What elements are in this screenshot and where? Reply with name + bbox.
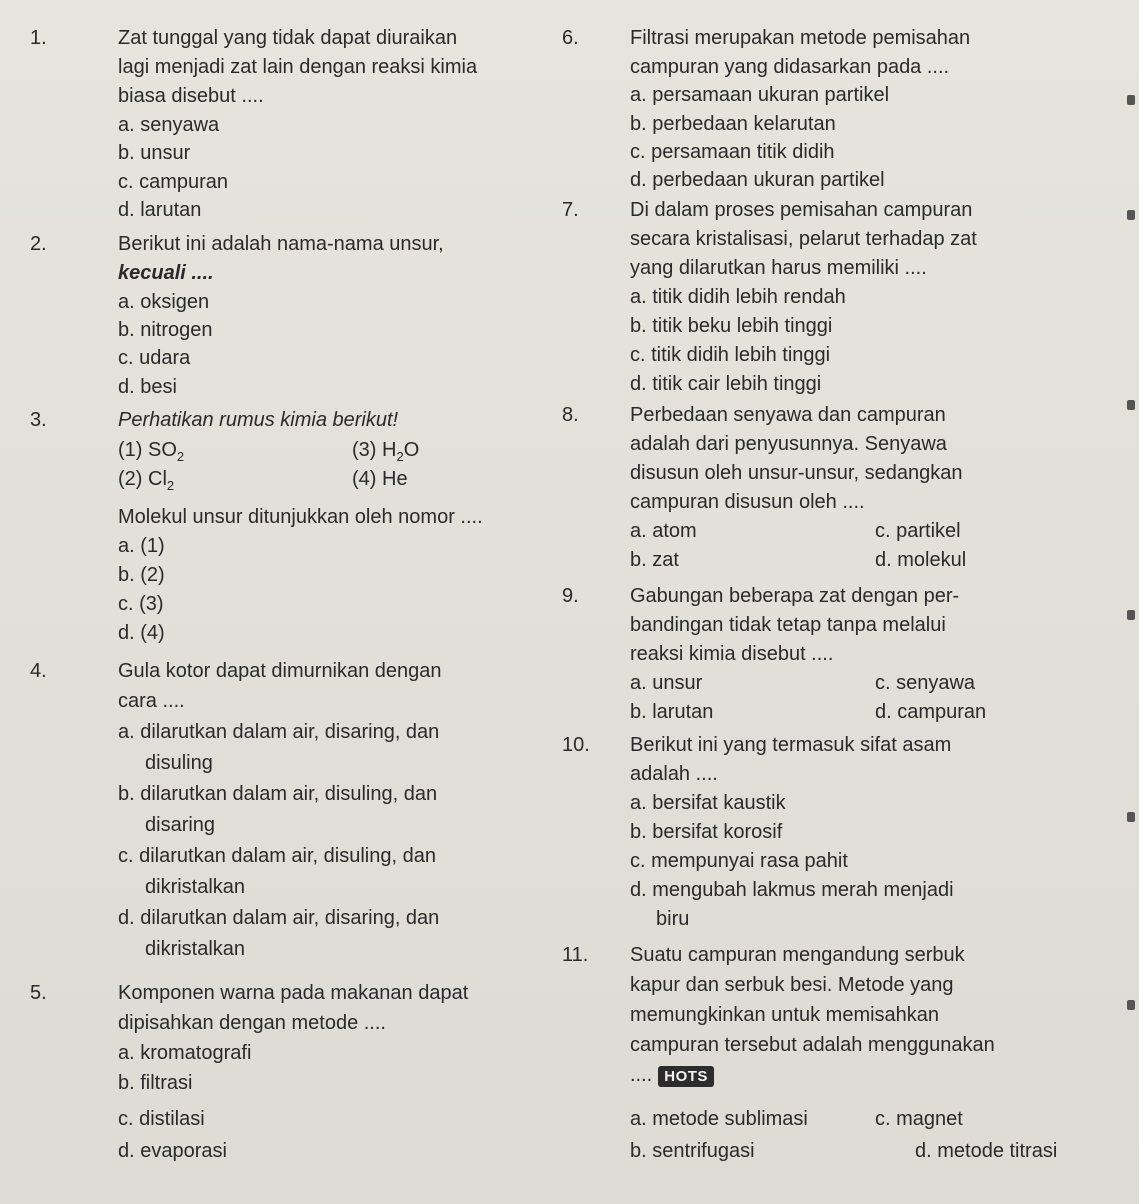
q11-line: .... HOTS [630,1064,714,1087]
q11-line: memungkinkan untuk memisahkan [630,1004,940,1026]
binding-dot [1127,610,1135,620]
q6-option-c[interactable]: c. persamaan titik didih [630,141,835,163]
q5-line: dipisahkan dengan metode .... [118,1012,386,1034]
q10-option-d[interactable]: d. mengubah lakmus merah menjadi [630,879,954,901]
q4-option-b-cont: disaring [145,814,216,836]
q10-option-b[interactable]: b. bersifat korosif [630,821,783,843]
q5-number: 5. [30,982,47,1004]
q10-option-a[interactable]: a. bersifat kaustik [630,792,786,814]
q3-question: Molekul unsur ditunjukkan oleh nomor .... [118,506,483,528]
q1-line: Zat tunggal yang tidak dapat diuraikan [118,27,458,49]
q9-option-c[interactable]: c. senyawa [875,672,976,694]
q6-number: 6. [562,27,579,49]
q2-option-b[interactable]: b. nitrogen [118,319,213,341]
q11-option-d[interactable]: d. metode titrasi [915,1140,1058,1162]
q1-option-c[interactable]: c. campuran [118,171,229,193]
q2-line: Berikut ini adalah nama-nama unsur, [118,233,444,255]
q5-option-a[interactable]: a. kromatografi [118,1042,252,1064]
q7-number: 7. [562,199,579,221]
q8-option-b[interactable]: b. zat [630,549,679,571]
q8-option-d[interactable]: d. molekul [875,549,967,571]
q11-number: 11. [562,944,589,966]
q4-line: cara .... [118,690,185,712]
q8-number: 8. [562,404,579,426]
q10-line: Berikut ini yang termasuk sifat asam [630,734,952,756]
q1-number: 1. [30,27,47,49]
q3-option-b[interactable]: b. (2) [118,564,165,586]
q11-option-c[interactable]: c. magnet [875,1108,963,1130]
q11-line: kapur dan serbuk besi. Metode yang [630,974,954,996]
q9-number: 9. [562,585,579,607]
q4-line: Gula kotor dapat dimurnikan dengan [118,660,442,682]
q8-option-a[interactable]: a. atom [630,520,697,542]
q7-option-a[interactable]: a. titik didih lebih rendah [630,286,846,308]
q9-option-a[interactable]: a. unsur [630,672,703,694]
binding-dot [1127,210,1135,220]
q6-option-b[interactable]: b. perbedaan kelarutan [630,113,836,135]
q3-option-d[interactable]: d. (4) [118,622,165,644]
q3-formula-2: (2) $Cl_2$ [118,468,175,493]
q3-formula-3: (3) $H_2O$ [352,439,420,464]
q1-option-a[interactable]: a. senyawa [118,114,220,136]
q9-line: bandingan tidak tetap tanpa melalui [630,614,946,636]
q3-option-a[interactable]: a. (1) [118,535,165,557]
q11-line: campuran tersebut adalah menggunakan [630,1034,995,1056]
q1-option-b[interactable]: b. unsur [118,142,191,164]
q11-option-b[interactable]: b. sentrifugasi [630,1140,755,1162]
q10-line: adalah .... [630,763,718,785]
q4-option-c[interactable]: c. dilarutkan dalam air, disuling, dan [118,845,436,867]
q2-line: kecuali .... [118,262,214,284]
q5-option-c[interactable]: c. distilasi [118,1108,205,1130]
q11-line: Suatu campuran mengandung serbuk [630,944,965,966]
q3-formula-1: (1) $SO_2$ [118,439,185,464]
q2-number: 2. [30,233,47,255]
q10-option-d-cont: biru [656,908,690,930]
q7-option-b[interactable]: b. titik beku lebih tinggi [630,315,833,337]
q7-line: secara kristalisasi, pelarut terhadap zat [630,228,977,250]
q4-option-d-cont: dikristalkan [145,938,246,960]
q11-option-a[interactable]: a. metode sublimasi [630,1108,808,1130]
hots-badge: HOTS [658,1066,714,1087]
q8-line: campuran disusun oleh .... [630,491,865,513]
q4-option-b[interactable]: b. dilarutkan dalam air, disuling, dan [118,783,438,805]
q2-option-c[interactable]: c. udara [118,347,191,369]
q5-option-b[interactable]: b. filtrasi [118,1072,193,1094]
q4-option-d[interactable]: d. dilarutkan dalam air, disaring, dan [118,907,440,929]
q3-option-c[interactable]: c. (3) [118,593,164,615]
q4-option-a-cont: disuling [145,752,213,774]
q3-formula-4: (4) He [352,468,408,490]
q1-line: biasa disebut .... [118,85,264,107]
q10-option-c[interactable]: c. mempunyai rasa pahit [630,850,848,872]
q6-option-d[interactable]: d. perbedaan ukuran partikel [630,169,885,191]
q1-line: lagi menjadi zat lain dengan reaksi kimia [118,56,478,78]
q10-number: 10. [562,734,590,756]
q8-line: Perbedaan senyawa dan campuran [630,404,946,426]
q7-option-c[interactable]: c. titik didih lebih tinggi [630,344,831,366]
q4-option-c-cont: dikristalkan [145,876,246,898]
q8-line: adalah dari penyusunnya. Senyawa [630,433,947,455]
q8-option-c[interactable]: c. partikel [875,520,961,542]
q9-line: reaksi kimia disebut .... [630,643,834,665]
q8-line: disusun oleh unsur-unsur, sedangkan [630,462,963,484]
binding-dot [1127,812,1135,822]
q9-option-b[interactable]: b. larutan [630,701,714,723]
q7-line: Di dalam proses pemisahan campuran [630,199,973,221]
binding-dot [1127,1000,1135,1010]
q6-line: campuran yang didasarkan pada .... [630,56,950,78]
q5-option-d[interactable]: d. evaporasi [118,1140,227,1162]
q6-option-a[interactable]: a. persamaan ukuran partikel [630,84,890,106]
q3-number: 3. [30,409,47,431]
q3-title: Perhatikan rumus kimia berikut! [118,409,399,431]
q9-line: Gabungan beberapa zat dengan per- [630,585,960,607]
q2-option-d[interactable]: d. besi [118,376,177,398]
q4-number: 4. [30,660,47,682]
q2-option-a[interactable]: a. oksigen [118,291,210,313]
q7-line: yang dilarutkan harus memiliki .... [630,257,927,279]
q6-line: Filtrasi merupakan metode pemisahan [630,27,971,49]
binding-dot [1127,95,1135,105]
q1-option-d[interactable]: d. larutan [118,199,202,221]
q7-option-d[interactable]: d. titik cair lebih tinggi [630,373,822,395]
q5-line: Komponen warna pada makanan dapat [118,982,469,1004]
q4-option-a[interactable]: a. dilarutkan dalam air, disaring, dan [118,721,440,743]
q9-option-d[interactable]: d. campuran [875,701,987,723]
binding-dot [1127,400,1135,410]
